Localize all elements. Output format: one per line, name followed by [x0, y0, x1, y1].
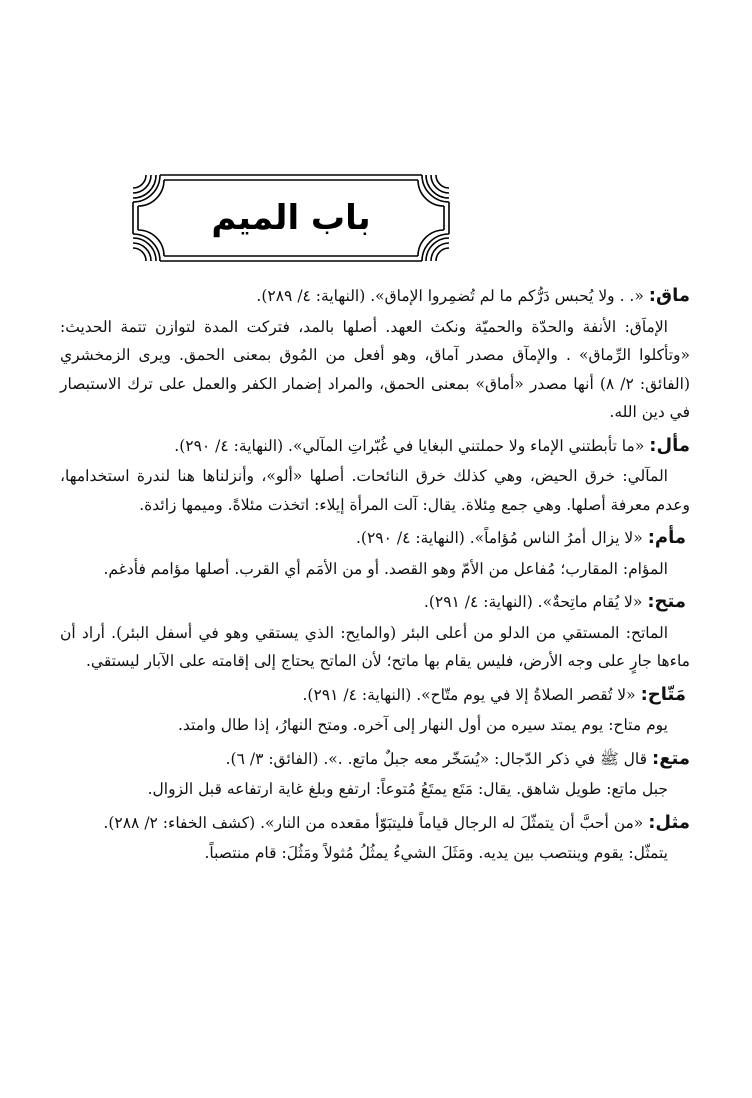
entry-explanation: الإماَق: الأنفة والحدّة والحميّة ونكث العهد. أصلها بالمد، فتركت المدة لتوازن تتمة الحديث: «وتأكلوا الرِّماق» . والإمآق مصدر آماق، وهو أفعل من المُوق بمعنى الحمق. ويرى الزمخشري (الفائق: ٢/ ٨) أنها مصدر «أماق» بمعنى الحمق، والمراد إضمار الكفر والعمل على ترك الاستبصار في دين الله. — [60, 317, 691, 421]
entry-citation: «لا يزال أمرُ الناس مُؤاماً». (النهاية: ٤/ ٢٩٠). — [355, 529, 643, 547]
entry-headword: مأم: — [647, 527, 686, 548]
entry-headword: ماق: — [648, 285, 690, 306]
entry-headword: مثل: — [648, 811, 690, 833]
entry-mathal — [60, 809, 690, 868]
entry-citation: «من أحبَّ أن يتمثّلَ له الرجال قياماً فليتبَوّأ مقعده من النار». (كشف الخفاء: ٢/ ٢٨٨). — [103, 813, 644, 832]
entry-headword: مأل: — [649, 434, 690, 456]
entry-maal — [60, 432, 690, 520]
entry-mata — [60, 745, 690, 804]
entry-matah — [60, 588, 690, 676]
chapter-heading-frame — [130, 172, 452, 264]
entry-headword: متع: — [652, 747, 690, 769]
entry-explanation: يوم متاح: يوم يمتد سيره من أول النهار إلى آخره. ومتح النهارُ، إذا طال وامتد. — [177, 716, 668, 734]
entry-headword: مَتّاح: — [640, 683, 686, 705]
entry-mattah — [60, 681, 690, 740]
dictionary-entries — [60, 282, 690, 873]
entry-explanation: يتمثّل: يقوم وينتصب بين يديه. ومَثَلَ الشيءُ يمثُلُ مُثولاً ومَثُلَ: قام منتصباً. — [204, 844, 668, 862]
entry-citation: «. . ولا يُحبس دَرُّكم ما لم تُضمِروا الإماق». (النهاية: ٤/ ٢٨٩). — [256, 287, 644, 305]
chapter-title: باب الميم — [211, 198, 371, 238]
entry-citation: «ما تأبطتني الإماء ولا حملتني البغايا في غُبّراتِ المآلي». (النهاية: ٤/ ٢٩٠). — [174, 436, 645, 455]
entry-explanation: جبل ماتع: طويل شاهق. يقال: مَتَع يمتَعُ مُتوعاً: ارتفع وبلغ غاية ارتفاعه قبل الزوال. — [147, 780, 668, 798]
entry-citation: قال ﷺ في ذكر الدّجال: «يُسَخّر معه جبلٌ ماتع. .». (الفائق: ٣/ ٦). — [225, 749, 648, 768]
entry-maam — [60, 524, 690, 583]
entry-citation: «لا يُقام ماتِحةٌ». (النهاية: ٤/ ٢٩١). — [423, 593, 643, 611]
entry-explanation: الماتح: المستقي من الدلو من أعلى البئر (والمايح: الذي يستقي وهو في أسفل البئر). أراد أن ماءها جارٍ على وجه الأرض، فليس يقام بها ماتح؛ لأن الماتح يحتاج إلى إقامته على الآبار ليستقي. — [60, 623, 690, 670]
entry-citation: «لا تُقصر الصلاةُ إلا في يوم متّاح». (النهاية: ٤/ ٢٩١). — [302, 685, 636, 704]
entry-maq — [60, 282, 690, 427]
entry-explanation: المآلي: خرق الحيض، وهي كذلك خرق النائحات. أصلها «ألو»، وأنزلناها هنا لندرة استخدامها، وعدم معرفة أصلها. وهي جمع مِئلاة. يقال: آلت المرأة إيلاء: اتخذت مئلاةً. وميمها زائدة. — [60, 467, 690, 514]
entry-explanation: المؤام: المقارب؛ مُفاعل من الأمّ وهو القصد. أو من الأمَم أي القرب. أصلها مؤامم فأدغم. — [103, 559, 668, 578]
entry-headword: متح: — [647, 591, 686, 612]
